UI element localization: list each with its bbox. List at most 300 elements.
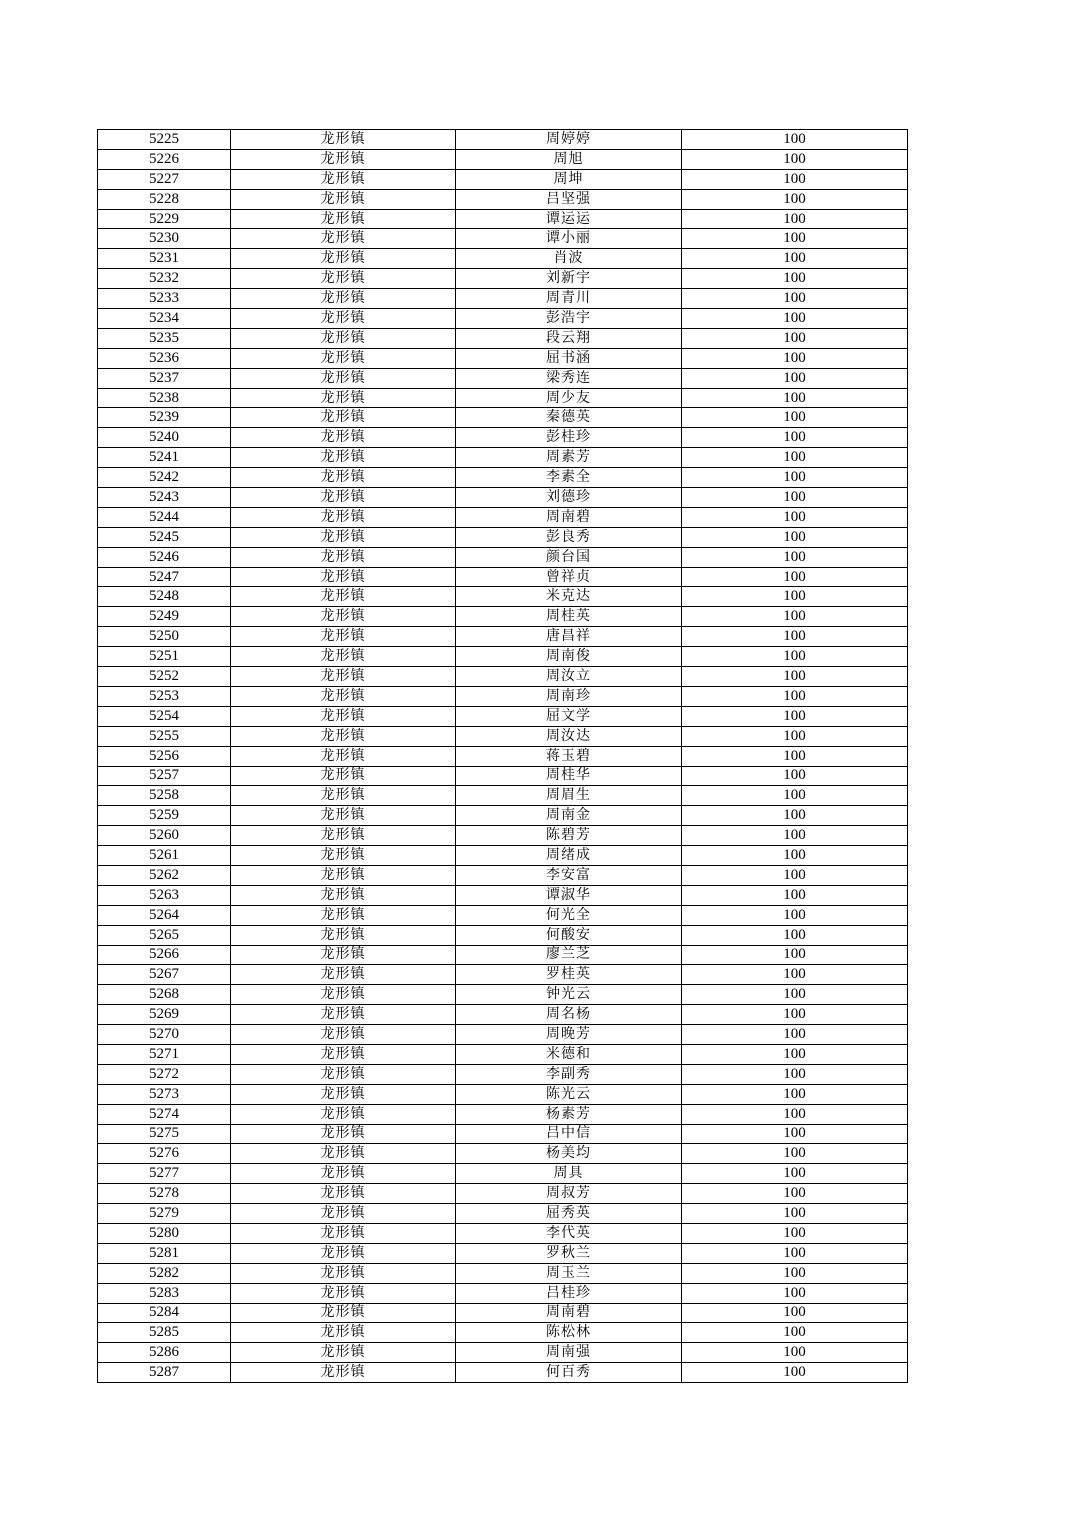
person-name-cell: 周南强 [456,1343,682,1363]
person-name-cell: 彭桂珍 [456,428,682,448]
town-cell: 龙形镇 [231,885,456,905]
serial-number-cell: 5237 [98,368,231,388]
table-row [98,1025,908,1045]
serial-number-cell: 5250 [98,627,231,647]
person-name-cell: 谭小丽 [456,229,682,249]
town-cell: 龙形镇 [231,726,456,746]
serial-number-cell: 5271 [98,1044,231,1064]
table-row [98,1084,908,1104]
person-name-cell: 彭浩宇 [456,309,682,329]
serial-number-cell: 5258 [98,786,231,806]
table-row [98,169,908,189]
amount-cell: 100 [682,965,908,985]
town-cell: 龙形镇 [231,647,456,667]
table-row [98,1243,908,1263]
amount-cell: 100 [682,1303,908,1323]
person-name-cell: 周绪成 [456,846,682,866]
person-name-cell: 周桂华 [456,766,682,786]
person-name-cell: 周桂英 [456,607,682,627]
amount-cell: 100 [682,706,908,726]
table-row [98,587,908,607]
serial-number-cell: 5282 [98,1263,231,1283]
person-name-cell: 唐昌祥 [456,627,682,647]
town-cell: 龙形镇 [231,1303,456,1323]
serial-number-cell: 5279 [98,1204,231,1224]
roster-table [97,129,908,1383]
amount-cell: 100 [682,249,908,269]
serial-number-cell: 5238 [98,388,231,408]
person-name-cell: 廖兰芝 [456,945,682,965]
amount-cell: 100 [682,507,908,527]
town-cell: 龙形镇 [231,547,456,567]
table-row [98,1323,908,1343]
serial-number-cell: 5255 [98,726,231,746]
person-name-cell: 颜台国 [456,547,682,567]
person-name-cell: 吕中信 [456,1124,682,1144]
town-cell: 龙形镇 [231,408,456,428]
person-name-cell: 李代英 [456,1223,682,1243]
table-row [98,766,908,786]
person-name-cell: 屈秀英 [456,1204,682,1224]
serial-number-cell: 5264 [98,905,231,925]
amount-cell: 100 [682,667,908,687]
person-name-cell: 罗桂英 [456,965,682,985]
table-row [98,567,908,587]
person-name-cell: 周南金 [456,806,682,826]
person-name-cell: 李安富 [456,865,682,885]
amount-cell: 100 [682,149,908,169]
person-name-cell: 周婷婷 [456,130,682,150]
town-cell: 龙形镇 [231,348,456,368]
table-row [98,229,908,249]
table-row [98,965,908,985]
person-name-cell: 周汝立 [456,667,682,687]
amount-cell: 100 [682,448,908,468]
town-cell: 龙形镇 [231,865,456,885]
amount-cell: 100 [682,229,908,249]
person-name-cell: 李副秀 [456,1064,682,1084]
person-name-cell: 刘德珍 [456,488,682,508]
serial-number-cell: 5227 [98,169,231,189]
town-cell: 龙形镇 [231,388,456,408]
person-name-cell: 周玉兰 [456,1263,682,1283]
table-row [98,1343,908,1363]
town-cell: 龙形镇 [231,627,456,647]
amount-cell: 100 [682,1363,908,1383]
serial-number-cell: 5265 [98,925,231,945]
table-row [98,1104,908,1124]
serial-number-cell: 5236 [98,348,231,368]
table-row [98,607,908,627]
person-name-cell: 屈书涵 [456,348,682,368]
town-cell: 龙形镇 [231,1343,456,1363]
town-cell: 龙形镇 [231,706,456,726]
serial-number-cell: 5267 [98,965,231,985]
serial-number-cell: 5266 [98,945,231,965]
town-cell: 龙形镇 [231,468,456,488]
person-name-cell: 何光全 [456,905,682,925]
town-cell: 龙形镇 [231,686,456,706]
person-name-cell: 钟光云 [456,985,682,1005]
town-cell: 龙形镇 [231,846,456,866]
amount-cell: 100 [682,985,908,1005]
amount-cell: 100 [682,1124,908,1144]
table-row [98,1223,908,1243]
table-row [98,1064,908,1084]
town-cell: 龙形镇 [231,448,456,468]
table-row [98,806,908,826]
table-row [98,309,908,329]
table-row [98,1044,908,1064]
person-name-cell: 肖波 [456,249,682,269]
person-name-cell: 周南碧 [456,507,682,527]
serial-number-cell: 5241 [98,448,231,468]
serial-number-cell: 5229 [98,209,231,229]
amount-cell: 100 [682,527,908,547]
table-row [98,1204,908,1224]
person-name-cell: 周南碧 [456,1303,682,1323]
serial-number-cell: 5274 [98,1104,231,1124]
town-cell: 龙形镇 [231,1084,456,1104]
town-cell: 龙形镇 [231,1044,456,1064]
town-cell: 龙形镇 [231,169,456,189]
amount-cell: 100 [682,1084,908,1104]
town-cell: 龙形镇 [231,587,456,607]
town-cell: 龙形镇 [231,368,456,388]
serial-number-cell: 5251 [98,647,231,667]
person-name-cell: 吕坚强 [456,189,682,209]
town-cell: 龙形镇 [231,1243,456,1263]
table-row [98,1144,908,1164]
serial-number-cell: 5276 [98,1144,231,1164]
table-row [98,985,908,1005]
table-row [98,667,908,687]
person-name-cell: 米克达 [456,587,682,607]
table-row [98,647,908,667]
person-name-cell: 谭淑华 [456,885,682,905]
serial-number-cell: 5226 [98,149,231,169]
person-name-cell: 杨素芳 [456,1104,682,1124]
serial-number-cell: 5269 [98,1005,231,1025]
person-name-cell: 周南珍 [456,686,682,706]
amount-cell: 100 [682,865,908,885]
table-row [98,885,908,905]
table-row [98,925,908,945]
town-cell: 龙形镇 [231,1184,456,1204]
serial-number-cell: 5278 [98,1184,231,1204]
serial-number-cell: 5284 [98,1303,231,1323]
town-cell: 龙形镇 [231,786,456,806]
serial-number-cell: 5225 [98,130,231,150]
town-cell: 龙形镇 [231,925,456,945]
amount-cell: 100 [682,1184,908,1204]
town-cell: 龙形镇 [231,1323,456,1343]
serial-number-cell: 5249 [98,607,231,627]
person-name-cell: 李素全 [456,468,682,488]
serial-number-cell: 5268 [98,985,231,1005]
amount-cell: 100 [682,846,908,866]
table-row [98,1283,908,1303]
serial-number-cell: 5283 [98,1283,231,1303]
table-row [98,269,908,289]
serial-number-cell: 5228 [98,189,231,209]
person-name-cell: 周名杨 [456,1005,682,1025]
amount-cell: 100 [682,647,908,667]
table-row [98,149,908,169]
roster-table-body [98,130,908,1383]
table-row [98,686,908,706]
amount-cell: 100 [682,945,908,965]
amount-cell: 100 [682,786,908,806]
person-name-cell: 周旭 [456,149,682,169]
table-row [98,209,908,229]
town-cell: 龙形镇 [231,1263,456,1283]
town-cell: 龙形镇 [231,826,456,846]
town-cell: 龙形镇 [231,130,456,150]
person-name-cell: 谭运运 [456,209,682,229]
town-cell: 龙形镇 [231,229,456,249]
amount-cell: 100 [682,766,908,786]
person-name-cell: 周晚芳 [456,1025,682,1045]
amount-cell: 100 [682,806,908,826]
amount-cell: 100 [682,826,908,846]
amount-cell: 100 [682,388,908,408]
table-row [98,905,908,925]
serial-number-cell: 5254 [98,706,231,726]
serial-number-cell: 5231 [98,249,231,269]
amount-cell: 100 [682,130,908,150]
town-cell: 龙形镇 [231,249,456,269]
amount-cell: 100 [682,269,908,289]
town-cell: 龙形镇 [231,209,456,229]
table-row [98,328,908,348]
table-row [98,1263,908,1283]
person-name-cell: 蒋玉碧 [456,746,682,766]
table-row [98,746,908,766]
amount-cell: 100 [682,1164,908,1184]
table-row [98,1184,908,1204]
serial-number-cell: 5232 [98,269,231,289]
serial-number-cell: 5286 [98,1343,231,1363]
table-row [98,507,908,527]
serial-number-cell: 5240 [98,428,231,448]
amount-cell: 100 [682,209,908,229]
serial-number-cell: 5252 [98,667,231,687]
serial-number-cell: 5285 [98,1323,231,1343]
person-name-cell: 周叔芳 [456,1184,682,1204]
serial-number-cell: 5230 [98,229,231,249]
town-cell: 龙形镇 [231,289,456,309]
table-row [98,368,908,388]
person-name-cell: 段云翔 [456,328,682,348]
amount-cell: 100 [682,885,908,905]
person-name-cell: 彭良秀 [456,527,682,547]
town-cell: 龙形镇 [231,905,456,925]
person-name-cell: 吕桂珍 [456,1283,682,1303]
town-cell: 龙形镇 [231,965,456,985]
amount-cell: 100 [682,587,908,607]
serial-number-cell: 5239 [98,408,231,428]
amount-cell: 100 [682,1064,908,1084]
serial-number-cell: 5260 [98,826,231,846]
serial-number-cell: 5234 [98,309,231,329]
table-row [98,468,908,488]
person-name-cell: 秦德英 [456,408,682,428]
person-name-cell: 周汝达 [456,726,682,746]
town-cell: 龙形镇 [231,1025,456,1045]
table-row [98,1303,908,1323]
amount-cell: 100 [682,368,908,388]
serial-number-cell: 5275 [98,1124,231,1144]
amount-cell: 100 [682,1025,908,1045]
table-row [98,130,908,150]
serial-number-cell: 5287 [98,1363,231,1383]
amount-cell: 100 [682,408,908,428]
town-cell: 龙形镇 [231,428,456,448]
table-row [98,488,908,508]
table-row [98,865,908,885]
serial-number-cell: 5233 [98,289,231,309]
person-name-cell: 周素芳 [456,448,682,468]
town-cell: 龙形镇 [231,1363,456,1383]
town-cell: 龙形镇 [231,328,456,348]
amount-cell: 100 [682,428,908,448]
person-name-cell: 陈松林 [456,1323,682,1343]
table-row [98,1363,908,1383]
amount-cell: 100 [682,1223,908,1243]
amount-cell: 100 [682,627,908,647]
serial-number-cell: 5272 [98,1064,231,1084]
amount-cell: 100 [682,488,908,508]
town-cell: 龙形镇 [231,269,456,289]
amount-cell: 100 [682,328,908,348]
town-cell: 龙形镇 [231,766,456,786]
person-name-cell: 刘新宇 [456,269,682,289]
town-cell: 龙形镇 [231,488,456,508]
amount-cell: 100 [682,1263,908,1283]
serial-number-cell: 5246 [98,547,231,567]
amount-cell: 100 [682,746,908,766]
person-name-cell: 周眉生 [456,786,682,806]
serial-number-cell: 5247 [98,567,231,587]
town-cell: 龙形镇 [231,507,456,527]
town-cell: 龙形镇 [231,149,456,169]
table-row [98,289,908,309]
amount-cell: 100 [682,1204,908,1224]
serial-number-cell: 5277 [98,1164,231,1184]
person-name-cell: 周具 [456,1164,682,1184]
serial-number-cell: 5257 [98,766,231,786]
table-row [98,527,908,547]
table-row [98,1164,908,1184]
town-cell: 龙形镇 [231,1164,456,1184]
table-row [98,249,908,269]
amount-cell: 100 [682,726,908,746]
table-row [98,1124,908,1144]
serial-number-cell: 5259 [98,806,231,826]
person-name-cell: 梁秀连 [456,368,682,388]
town-cell: 龙形镇 [231,1064,456,1084]
table-row [98,388,908,408]
amount-cell: 100 [682,1144,908,1164]
person-name-cell: 周南俊 [456,647,682,667]
amount-cell: 100 [682,925,908,945]
amount-cell: 100 [682,1283,908,1303]
table-row [98,448,908,468]
amount-cell: 100 [682,348,908,368]
amount-cell: 100 [682,169,908,189]
table-row [98,786,908,806]
serial-number-cell: 5256 [98,746,231,766]
table-row [98,547,908,567]
serial-number-cell: 5281 [98,1243,231,1263]
table-row [98,428,908,448]
serial-number-cell: 5270 [98,1025,231,1045]
serial-number-cell: 5242 [98,468,231,488]
town-cell: 龙形镇 [231,607,456,627]
person-name-cell: 周坤 [456,169,682,189]
serial-number-cell: 5245 [98,527,231,547]
town-cell: 龙形镇 [231,1204,456,1224]
person-name-cell: 屈文学 [456,706,682,726]
person-name-cell: 罗秋兰 [456,1243,682,1263]
town-cell: 龙形镇 [231,667,456,687]
table-row [98,348,908,368]
person-name-cell: 陈光云 [456,1084,682,1104]
table-row [98,945,908,965]
serial-number-cell: 5280 [98,1223,231,1243]
amount-cell: 100 [682,189,908,209]
town-cell: 龙形镇 [231,1104,456,1124]
amount-cell: 100 [682,1104,908,1124]
town-cell: 龙形镇 [231,1283,456,1303]
town-cell: 龙形镇 [231,1005,456,1025]
amount-cell: 100 [682,567,908,587]
table-row [98,1005,908,1025]
amount-cell: 100 [682,289,908,309]
town-cell: 龙形镇 [231,1223,456,1243]
amount-cell: 100 [682,905,908,925]
amount-cell: 100 [682,1044,908,1064]
person-name-cell: 周青川 [456,289,682,309]
serial-number-cell: 5235 [98,328,231,348]
table-row [98,726,908,746]
town-cell: 龙形镇 [231,806,456,826]
serial-number-cell: 5243 [98,488,231,508]
person-name-cell: 何酸安 [456,925,682,945]
table-row [98,706,908,726]
person-name-cell: 米德和 [456,1044,682,1064]
amount-cell: 100 [682,686,908,706]
amount-cell: 100 [682,607,908,627]
town-cell: 龙形镇 [231,527,456,547]
person-name-cell: 曾祥贞 [456,567,682,587]
serial-number-cell: 5261 [98,846,231,866]
town-cell: 龙形镇 [231,1144,456,1164]
amount-cell: 100 [682,309,908,329]
serial-number-cell: 5253 [98,686,231,706]
town-cell: 龙形镇 [231,309,456,329]
table-row [98,627,908,647]
serial-number-cell: 5244 [98,507,231,527]
table-row [98,826,908,846]
town-cell: 龙形镇 [231,567,456,587]
town-cell: 龙形镇 [231,985,456,1005]
serial-number-cell: 5273 [98,1084,231,1104]
amount-cell: 100 [682,1343,908,1363]
serial-number-cell: 5263 [98,885,231,905]
town-cell: 龙形镇 [231,945,456,965]
